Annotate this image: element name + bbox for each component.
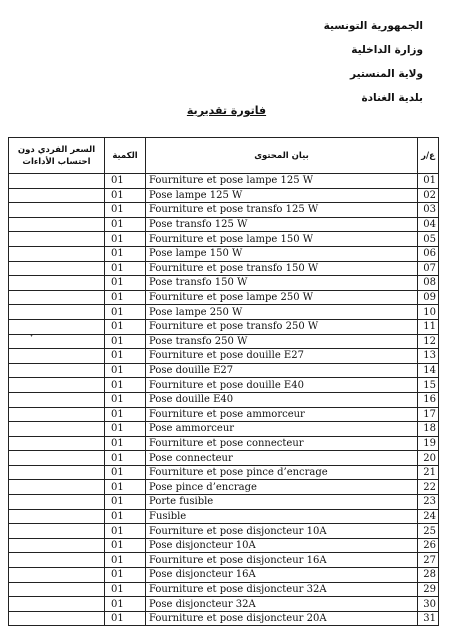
quantity-cell: 01: [105, 349, 146, 364]
row-number-cell: 11: [418, 319, 439, 334]
quantity-cell: 01: [105, 363, 146, 378]
header-governorate: ولاية المنستير: [350, 68, 423, 80]
table-row: [9, 290, 439, 305]
row-number-cell: 28: [418, 568, 439, 583]
description-cell: Pose ammorceur: [146, 422, 418, 437]
quantity-cell: 01: [105, 407, 146, 422]
row-number-cell: 13: [418, 349, 439, 364]
row-number-cell: 18: [418, 422, 439, 437]
description-cell: Fourniture et pose disjoncteur 10A: [146, 524, 418, 539]
row-number-cell: 05: [418, 232, 439, 247]
table-header-row: [9, 138, 439, 174]
quantity-cell: 01: [105, 597, 146, 612]
row-number-cell: 29: [418, 582, 439, 597]
quantity-cell: 01: [105, 174, 146, 189]
unit-price-cell: [9, 611, 105, 626]
quantity-cell: 01: [105, 392, 146, 407]
row-number-cell: 26: [418, 538, 439, 553]
quantity-cell: 01: [105, 509, 146, 524]
quantity-cell: 01: [105, 290, 146, 305]
unit-price-cell: [9, 451, 105, 466]
letterhead: [324, 14, 423, 110]
table-row: [9, 349, 439, 364]
table-row: [9, 305, 439, 320]
description-cell: Fourniture et pose lampe 125 W: [146, 174, 418, 189]
table-row: [9, 451, 439, 466]
quantity-cell: 01: [105, 422, 146, 437]
table-row: [9, 480, 439, 495]
table-row: [9, 378, 439, 393]
table-row: [9, 465, 439, 480]
unit-price-cell: [9, 407, 105, 422]
quantity-cell: 01: [105, 538, 146, 553]
table-row: [9, 597, 439, 612]
unit-price-cell: [9, 174, 105, 189]
unit-price-cell: [9, 378, 105, 393]
description-header: بيان المحتوى: [146, 138, 418, 174]
header-republic: الجمهورية التونسية: [323, 20, 423, 32]
row-number-cell: 03: [418, 203, 439, 218]
unit-price-cell: [9, 276, 105, 291]
unit-price-header: السعر الفردي دون احتساب الأداءات: [9, 138, 105, 174]
header-ministry: وزارة الداخلية: [351, 44, 423, 56]
description-cell: Pose disjoncteur 16A: [146, 568, 418, 583]
table-row: [9, 436, 439, 451]
quantity-header: الكمية: [105, 138, 146, 174]
row-number-cell: 30: [418, 597, 439, 612]
description-cell: Fourniture et pose douille E40: [146, 378, 418, 393]
quantity-cell: 01: [105, 524, 146, 539]
unit-price-cell: [9, 422, 105, 437]
row-number-cell: 19: [418, 436, 439, 451]
row-number-cell: 16: [418, 392, 439, 407]
unit-price-cell: [9, 290, 105, 305]
row-number-cell: 07: [418, 261, 439, 276]
unit-price-cell: [9, 553, 105, 568]
quantity-cell: 01: [105, 480, 146, 495]
row-number-cell: 21: [418, 465, 439, 480]
quantity-cell: 01: [105, 203, 146, 218]
table-row: [9, 422, 439, 437]
unit-price-cell: [9, 582, 105, 597]
table-body: [9, 174, 439, 626]
unit-price-cell: [9, 465, 105, 480]
description-cell: Pose lampe 150 W: [146, 246, 418, 261]
quantity-cell: 01: [105, 568, 146, 583]
table-row: [9, 495, 439, 510]
row-number-cell: 04: [418, 217, 439, 232]
table-row: [9, 538, 439, 553]
unit-price-cell: [9, 217, 105, 232]
header-municipality: بلدية الغنادة: [361, 92, 423, 104]
description-cell: Fourniture et pose ammorceur: [146, 407, 418, 422]
row-number-cell: 27: [418, 553, 439, 568]
unit-price-cell: [9, 524, 105, 539]
unit-price-cell: [9, 261, 105, 276]
table-row: [9, 174, 439, 189]
scan-mark: ▾: [30, 332, 34, 339]
description-cell: Fourniture et pose connecteur: [146, 436, 418, 451]
quantity-cell: 01: [105, 319, 146, 334]
table-row: [9, 392, 439, 407]
description-cell: Pose douille E27: [146, 363, 418, 378]
description-cell: Fourniture et pose transfo 125 W: [146, 203, 418, 218]
row-number-cell: 10: [418, 305, 439, 320]
unit-price-cell: [9, 349, 105, 364]
unit-price-cell: [9, 392, 105, 407]
table-row: [9, 188, 439, 203]
row-number-cell: 17: [418, 407, 439, 422]
unit-price-cell: [9, 188, 105, 203]
description-cell: Fourniture et pose lampe 250 W: [146, 290, 418, 305]
table-row: [9, 203, 439, 218]
quantity-cell: 01: [105, 276, 146, 291]
table-row: [9, 334, 439, 349]
row-number-cell: 02: [418, 188, 439, 203]
quantity-cell: 01: [105, 465, 146, 480]
quantity-cell: 01: [105, 582, 146, 597]
description-cell: Fourniture et pose douille E27: [146, 349, 418, 364]
row-number-cell: 24: [418, 509, 439, 524]
description-cell: Fourniture et pose transfo 150 W: [146, 261, 418, 276]
row-number-cell: 08: [418, 276, 439, 291]
row-number-cell: 01: [418, 174, 439, 189]
quantity-cell: 01: [105, 334, 146, 349]
unit-price-cell: [9, 334, 105, 349]
invoice-table: [8, 137, 439, 626]
description-cell: Fourniture et pose disjoncteur 32A: [146, 582, 418, 597]
description-cell: Pose disjoncteur 10A: [146, 538, 418, 553]
quantity-cell: 01: [105, 553, 146, 568]
row-number-cell: 09: [418, 290, 439, 305]
description-cell: Porte fusible: [146, 495, 418, 510]
table-row: [9, 363, 439, 378]
row-number-cell: 06: [418, 246, 439, 261]
unit-price-cell: [9, 538, 105, 553]
description-cell: Fourniture et pose disjoncteur 16A: [146, 553, 418, 568]
document-title: فاتورة تقديرية: [186, 104, 267, 117]
table-row: [9, 568, 439, 583]
row-number-cell: 14: [418, 363, 439, 378]
table-row: [9, 407, 439, 422]
table-row: [9, 509, 439, 524]
table-row: [9, 524, 439, 539]
quantity-cell: 01: [105, 495, 146, 510]
unit-price-cell: [9, 203, 105, 218]
unit-price-cell: [9, 232, 105, 247]
quantity-cell: 01: [105, 436, 146, 451]
row-number-cell: 15: [418, 378, 439, 393]
row-number-cell: 12: [418, 334, 439, 349]
table-row: [9, 246, 439, 261]
row-number-cell: 20: [418, 451, 439, 466]
description-cell: Pose douille E40: [146, 392, 418, 407]
quantity-cell: 01: [105, 246, 146, 261]
description-cell: Pose transfo 150 W: [146, 276, 418, 291]
table-row: [9, 319, 439, 334]
description-cell: Pose lampe 250 W: [146, 305, 418, 320]
unit-price-cell: [9, 246, 105, 261]
unit-price-cell: [9, 363, 105, 378]
description-cell: Fusible: [146, 509, 418, 524]
quantity-cell: 01: [105, 305, 146, 320]
description-cell: Fourniture et pose lampe 150 W: [146, 232, 418, 247]
table-row: [9, 582, 439, 597]
table-row: [9, 261, 439, 276]
quantity-cell: 01: [105, 451, 146, 466]
description-cell: Pose connecteur: [146, 451, 418, 466]
description-cell: Fourniture et pose disjoncteur 20A: [146, 611, 418, 626]
table-row: [9, 276, 439, 291]
unit-price-cell: [9, 568, 105, 583]
quantity-cell: 01: [105, 188, 146, 203]
unit-price-cell: [9, 597, 105, 612]
number-header: ع/ر: [418, 138, 439, 174]
quantity-cell: 01: [105, 217, 146, 232]
quantity-cell: 01: [105, 611, 146, 626]
quantity-cell: 01: [105, 261, 146, 276]
unit-price-cell: [9, 480, 105, 495]
description-cell: Pose lampe 125 W: [146, 188, 418, 203]
description-cell: Pose transfo 125 W: [146, 217, 418, 232]
unit-price-cell: [9, 495, 105, 510]
row-number-cell: 23: [418, 495, 439, 510]
table-row: [9, 232, 439, 247]
unit-price-cell: [9, 509, 105, 524]
description-cell: Pose pince d’encrage: [146, 480, 418, 495]
quantity-cell: 01: [105, 378, 146, 393]
table-row: [9, 553, 439, 568]
table-row: [9, 217, 439, 232]
row-number-cell: 25: [418, 524, 439, 539]
description-cell: Fourniture et pose transfo 250 W: [146, 319, 418, 334]
table-row: [9, 611, 439, 626]
row-number-cell: 22: [418, 480, 439, 495]
description-cell: Pose disjoncteur 32A: [146, 597, 418, 612]
description-cell: Pose transfo 250 W: [146, 334, 418, 349]
row-number-cell: 31: [418, 611, 439, 626]
unit-price-cell: [9, 305, 105, 320]
quantity-cell: 01: [105, 232, 146, 247]
description-cell: Fourniture et pose pince d’encrage: [146, 465, 418, 480]
unit-price-cell: [9, 319, 105, 334]
unit-price-cell: [9, 436, 105, 451]
